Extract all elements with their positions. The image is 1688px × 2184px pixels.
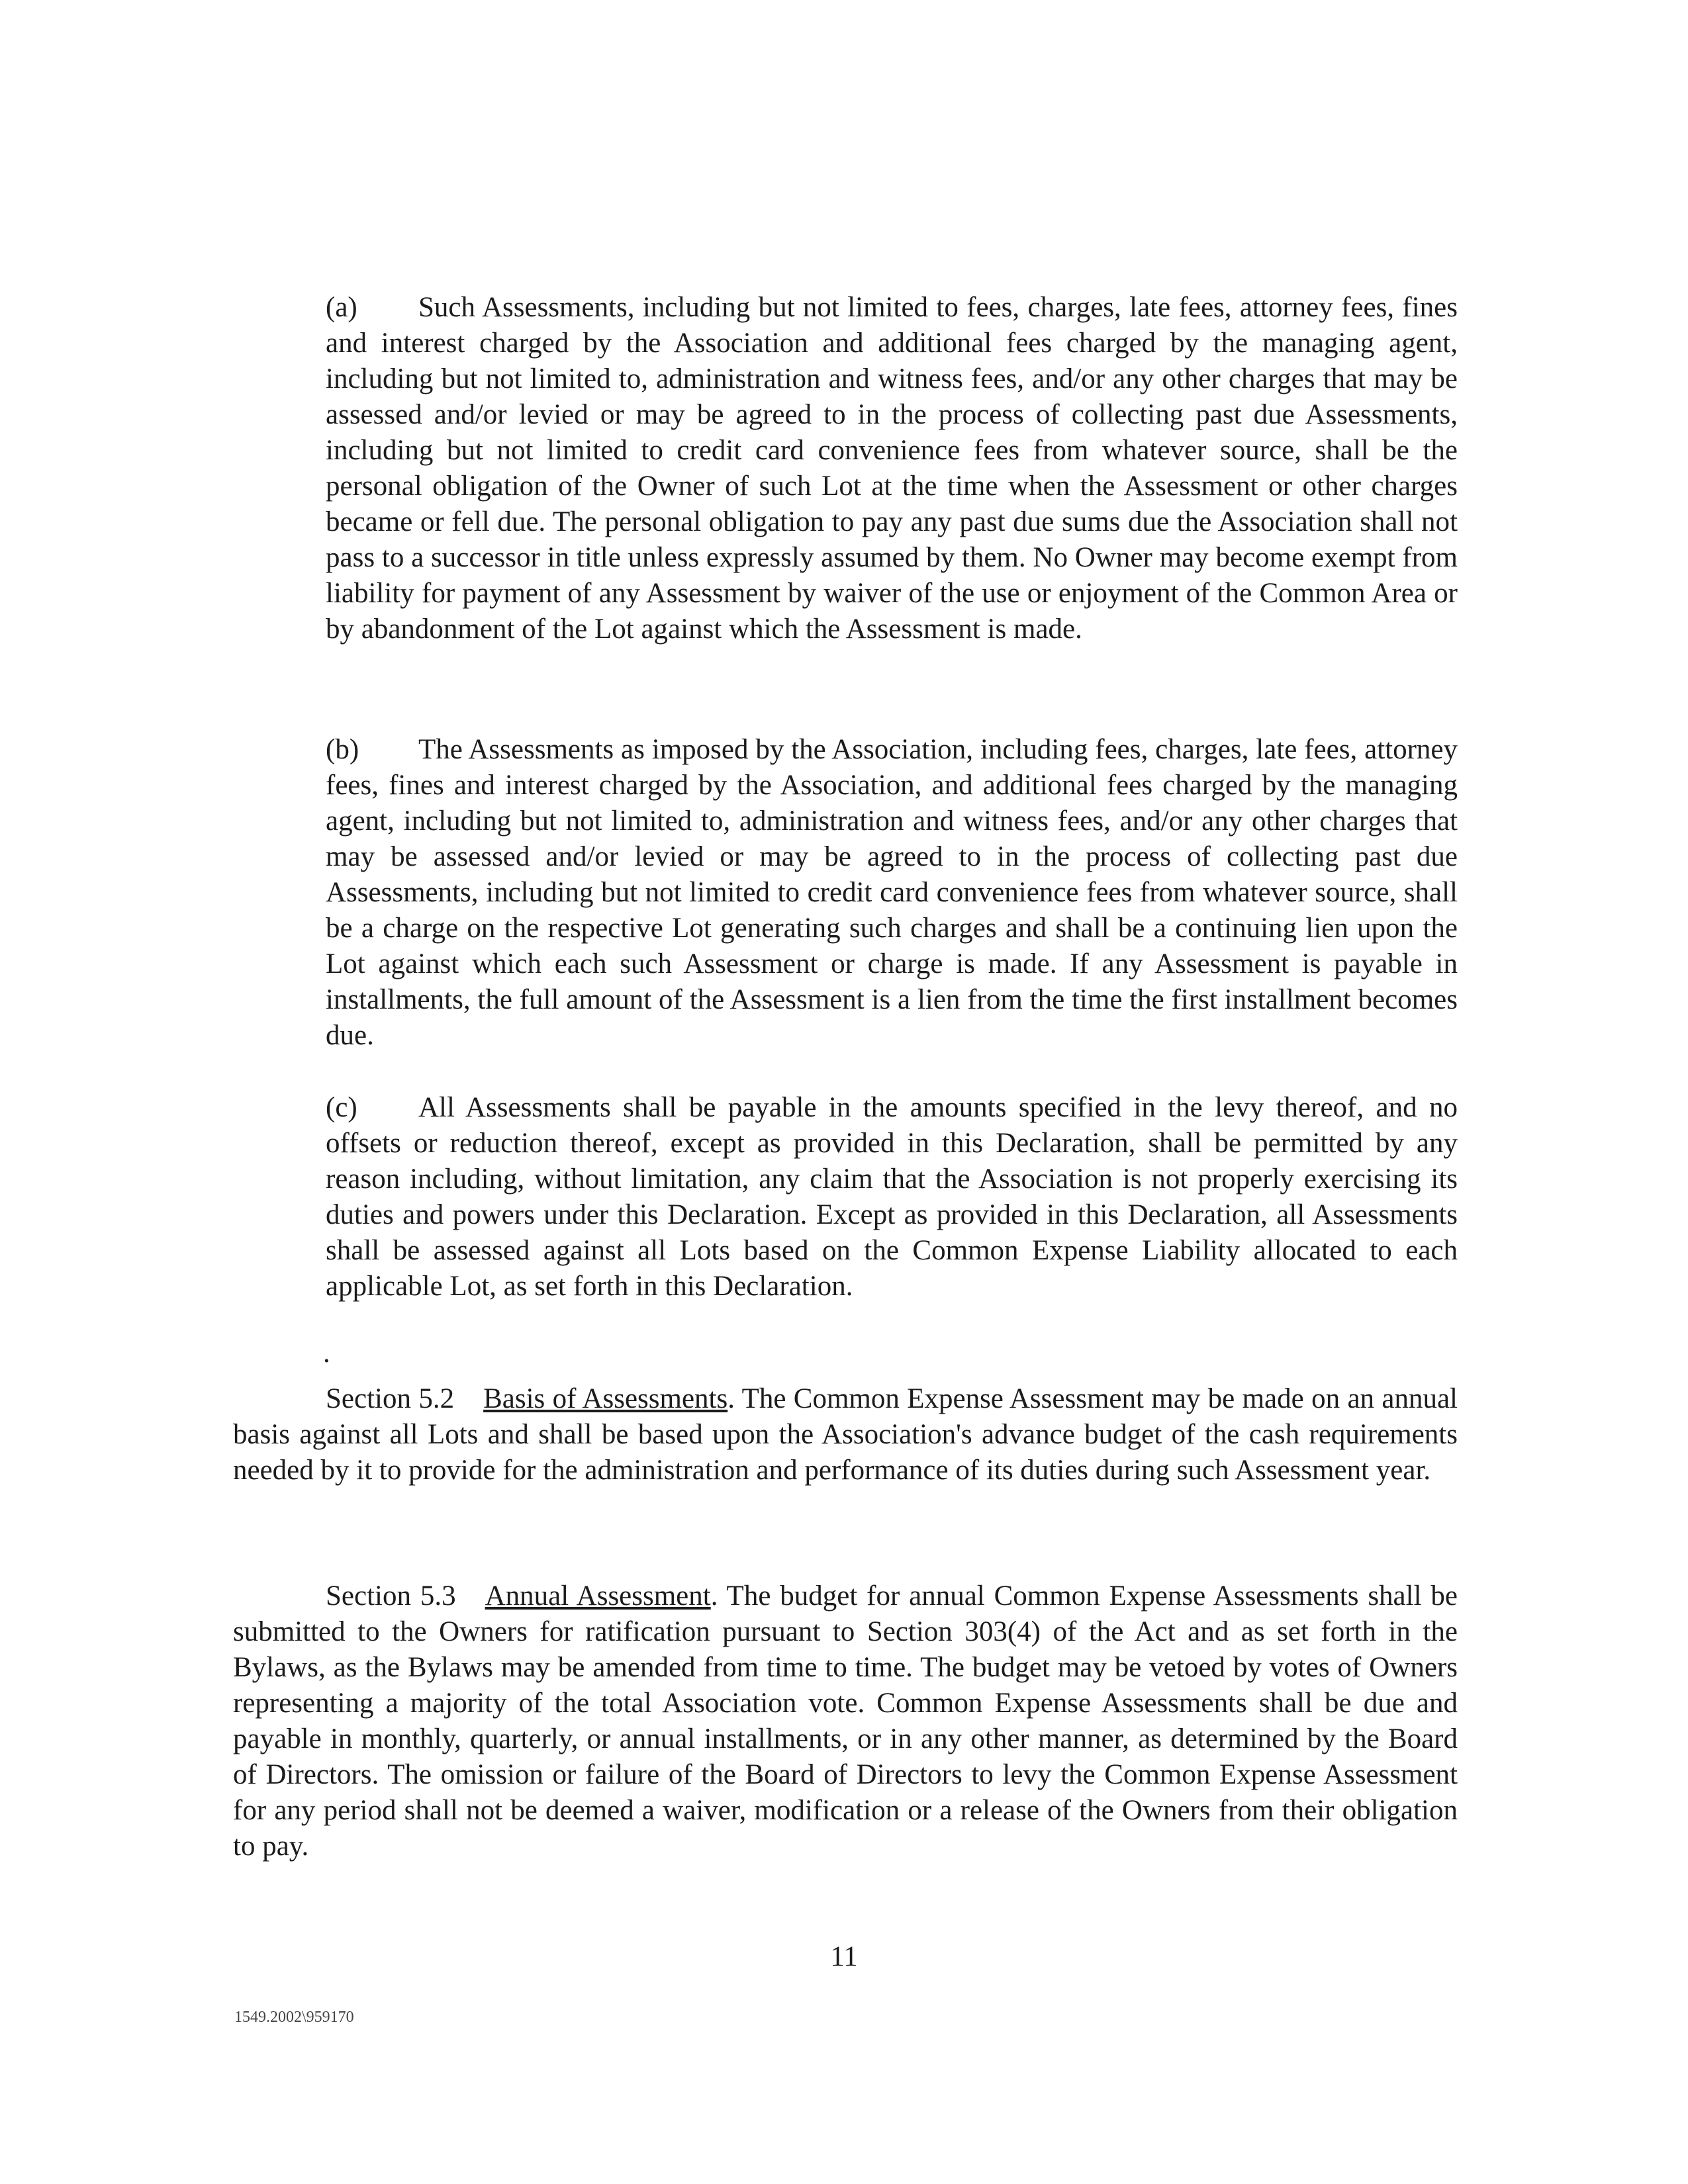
paragraph-a-text: Such Assessments, including but not limited to fees, charges, late fees, attorney fees, fines and interest charged by the Association and additional fees charged by the managing agent, including but not limited to, administration and witness fees, and/or any other charges that may be assessed and/or levied or may be agreed to in the process of collecting past due Assessments, including but not limited to credit card convenience fees from whatever source, shall be the personal obligation of the Owner of such Lot at the time when the Assessment or other charges became or fell due. The personal obligation to pay any past due sums due the Association shall not pass to a successor in title unless expressly assumed by them. No Owner may become exempt from liability for payment of any Assessment by waiver of the use or enjoyment of the Common Area or by abandonment of the Lot against which the Assessment is made. [326, 292, 1458, 645]
paragraph-a [326, 290, 1458, 647]
paragraph-c-label: (c) [326, 1092, 357, 1123]
paragraph-b [326, 732, 1458, 1054]
section-5-2-number: Section 5.2 [326, 1383, 455, 1414]
section-5-2-heading: Basis of Assessments [483, 1383, 728, 1414]
section-5-2: Section 5.2 Basis of Assessments. The Common Expense Assessment may be made on an annual basis against all Lots and shall be based upon the Association's advance budget of the cash requirements needed by it to provide for the administration and performance of its duties during such Assessment year. [233, 1383, 1458, 1486]
paragraph-c-text: All Assessments shall be payable in the amounts specified in the levy thereof, and no offsets or reduction thereof, except as provided in this Declaration, shall be permitted by any reason including, without limitation, any claim that the Association is not properly exercising its duties and powers under this Declaration. Except as provided in this Declaration, all Assessments shall be assessed against all Lots based on the Common Expense Liability allocated to each applicable Lot, as set forth in this Declaration. [326, 1092, 1458, 1302]
page-number: 11 [830, 1941, 858, 1972]
document-id: 1549.2002\959170 [234, 2009, 354, 2026]
section-5-3-number: Section 5.3 [326, 1580, 456, 1612]
paragraph-a-label: (a) [326, 292, 357, 323]
paragraph-c [326, 1090, 1458, 1304]
section-5-3-heading: Annual Assessment [485, 1580, 711, 1612]
section-5-3-text: The budget for annual Common Expense Assessments shall be submitted to the Owners for ratification pursuant to Section 303(4) of the Act and as set forth in the Bylaws, as the Bylaws may be amended from time to time. The budget may be vetoed by votes of Owners representing a majority of the total Association vote. Common Expense Assessments shall be due and payable in monthly, quarterly, or annual installments, or in any other manner, as determined by the Board of Directors. The omission or failure of the Board of Directors to levy the Common Expense Assessment for any period shall not be deemed a waiver, modification or a release of the Owners from their obligation to pay. [233, 1580, 1458, 1862]
section-5-3: Section 5.3 Annual Assessment. The budget for annual Common Expense Assessments shall be submitted to the Owners for ratification pursuant to Section 303(4) of the Act and as set forth in the Bylaws, as the Bylaws may be amended from time to time. The budget may be vetoed by votes of Owners representing a majority of the total Association vote. Common Expense Assessments shall be due and payable in monthly, quarterly, or annual installments, or in any other manner, as determined by the Board of Directors. The omission or failure of the Board of Directors to levy the Common Expense Assessment for any period shall not be deemed a waiver, modification or a release of the Owners from their obligation to pay. [233, 1580, 1458, 1862]
section-5-2-text: The Common Expense Assessment may be made on an annual basis against all Lots and shall be based upon the Association's advance budget of the cash requirements needed by it to provide for the administration and performance of its duties during such Assessment year. [233, 1383, 1458, 1486]
paragraph-b-label: (b) [326, 734, 359, 765]
stray-mark: . [323, 1338, 330, 1369]
paragraph-b-text: The Assessments as imposed by the Association, including fees, charges, late fees, attorney fees, fines and interest charged by the Association, and additional fees charged by the managing agent, including but not limited to, administration and witness fees, and/or any other charges that may be assessed and/or levied or may be agreed to in the process of collecting past due Assessments, including but not limited to credit card convenience fees from whatever source, shall be a charge on the respective Lot generating such charges and shall be a continuing lien upon the Lot against which each such Assessment or charge is made. If any Assessment is payable in installments, the full amount of the Assessment is a lien from the time the first installment becomes due. [326, 734, 1458, 1051]
